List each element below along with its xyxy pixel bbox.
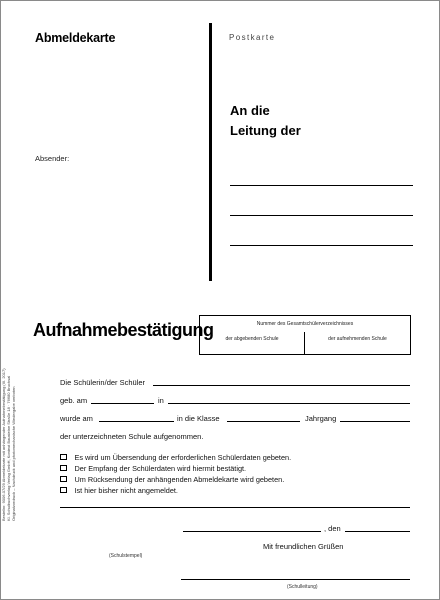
address-field-2[interactable] — [230, 215, 413, 216]
signature-field[interactable] — [181, 579, 410, 580]
year-label: Jahrgang — [305, 414, 337, 423]
side-imprint-line: Kl. Schulbuchverlag Verlag GmbH, Kontext Bausteine Straße 18 · 76680 Bruchsal — [6, 375, 12, 521]
checkbox[interactable] — [60, 487, 67, 494]
class-field[interactable] — [227, 421, 300, 422]
side-imprint — [1, 321, 17, 521]
checkbox[interactable] — [60, 476, 67, 483]
accepted-text: der unterzeichneten Schule aufgenommen. — [60, 432, 204, 441]
admission-date-label: wurde am — [60, 414, 93, 423]
birth-place-label: in — [158, 396, 164, 405]
admission-date-field[interactable] — [99, 421, 174, 422]
register-box-right-label: der aufnehmenden Schule — [328, 336, 387, 342]
student-name-field[interactable] — [153, 385, 410, 386]
address-field-3[interactable] — [230, 245, 413, 246]
register-box-header: Nummer des Gesamtschülerverzeichnisses — [256, 321, 354, 327]
signature-caption: (Schulleitung) — [287, 584, 318, 590]
address-line-2: Leitung der — [230, 123, 301, 138]
birth-date-field[interactable] — [91, 403, 154, 404]
address-line-1: An die — [230, 103, 270, 118]
class-label: in die Klasse — [177, 414, 220, 423]
postcard-label: Postkarte — [229, 33, 276, 42]
checklist-item[interactable] — [60, 475, 284, 484]
remarks-field[interactable] — [60, 507, 410, 508]
born-label: geb. am — [60, 396, 88, 405]
side-imprint-line: Bestellnr. 9006-07/29 Abmeldekarte mit anhängender Aufnahmebestätigung (III. 2017) — [1, 368, 6, 521]
card-title: Abmeldekarte — [35, 31, 116, 45]
checklist-item-label: Es wird um Übersendung der erforderlichen Schülerdaten gebeten. — [74, 453, 292, 462]
checklist-item[interactable] — [60, 486, 178, 495]
checklist-item-label: Der Empfang der Schülerdaten wird hiermit bestätigt. — [74, 464, 247, 473]
address-field-1[interactable] — [230, 185, 413, 186]
checkbox[interactable] — [60, 465, 67, 472]
sender-label: Absender: — [35, 154, 70, 163]
birth-place-field[interactable] — [168, 403, 410, 404]
date-field[interactable] — [345, 531, 410, 532]
register-number-box — [199, 315, 411, 355]
student-label: Die Schülerin/der Schüler — [60, 378, 146, 387]
side-imprint-line: Originalvordruck – Nachdruck und photomechanische Wiedergabe verboten — [11, 386, 17, 521]
school-stamp-caption: (Schulstempel) — [109, 553, 143, 559]
greeting-text: Mit freundlichen Grüßen — [263, 542, 344, 551]
checklist-item[interactable] — [60, 464, 246, 473]
date-separator: , den — [324, 524, 341, 533]
place-field[interactable] — [183, 531, 321, 532]
checkbox[interactable] — [60, 454, 67, 461]
checklist-item-label: Um Rücksendung der anhängenden Abmeldekarte wird gebeten. — [74, 475, 285, 484]
year-field[interactable] — [340, 421, 410, 422]
postcard-divider — [209, 23, 212, 281]
register-box-left-label: der abgebenden Schule — [225, 336, 279, 342]
checklist-item-label: Ist hier bisher nicht angemeldet. — [74, 486, 178, 495]
checklist-item[interactable] — [60, 453, 291, 462]
confirmation-title: Aufnahmebestätigung — [33, 320, 214, 340]
